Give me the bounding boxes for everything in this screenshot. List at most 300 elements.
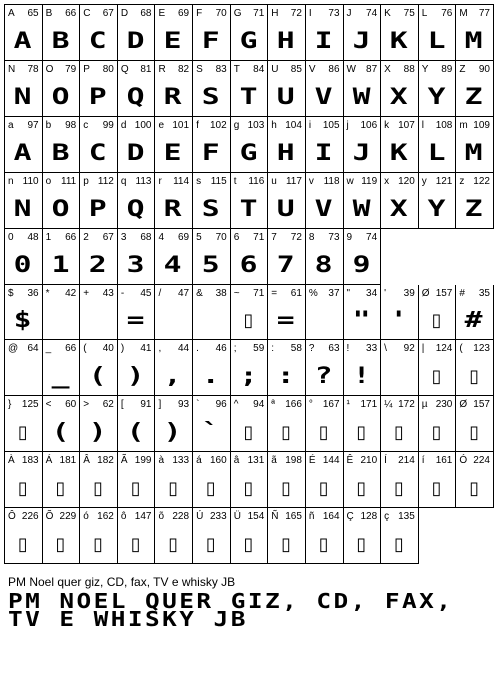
missing-glyph-box: ▯ xyxy=(431,366,443,388)
glyph-cell xyxy=(231,61,269,117)
char-label: x xyxy=(384,175,390,187)
char-label: É xyxy=(308,455,316,467)
char-code: 100 xyxy=(134,119,152,131)
glyph-sample: ; xyxy=(239,364,259,390)
glyph-cell xyxy=(344,396,382,452)
glyph-sample: Z xyxy=(465,84,485,110)
char-code: 74 xyxy=(366,231,378,243)
char-code: 133 xyxy=(172,455,190,467)
char-label: u xyxy=(271,175,277,187)
char-label: d xyxy=(120,119,127,131)
glyph-sample: 6 xyxy=(239,252,259,278)
char-code: 110 xyxy=(22,175,39,187)
char-label: q xyxy=(120,175,127,187)
char-code: 41 xyxy=(140,343,152,355)
char-code: 121 xyxy=(435,175,453,187)
glyph-cell xyxy=(118,229,156,285)
char-label: ¹ xyxy=(346,399,350,411)
char-label: @ xyxy=(8,343,19,355)
glyph-sample: F xyxy=(201,140,221,166)
char-code: 90 xyxy=(478,63,490,75)
glyph-sample: ? xyxy=(314,364,334,390)
glyph-cell xyxy=(5,61,43,117)
glyph-sample: Y xyxy=(427,84,447,110)
glyph-sample: ` xyxy=(201,420,221,446)
glyph-cell xyxy=(80,61,118,117)
char-code: 125 xyxy=(21,399,39,411)
glyph-cell xyxy=(231,452,269,508)
char-code: 96 xyxy=(215,399,227,411)
glyph-cell xyxy=(344,229,382,285)
glyph-sample: L xyxy=(427,140,447,166)
missing-glyph-box: ▯ xyxy=(243,478,255,500)
char-label: ° xyxy=(308,399,313,411)
missing-glyph-box: ▯ xyxy=(93,534,104,556)
glyph-sample: J xyxy=(352,28,372,54)
char-code: 93 xyxy=(177,399,190,411)
char-label: O xyxy=(45,63,54,75)
missing-glyph-box: ▯ xyxy=(17,422,29,444)
char-code: 112 xyxy=(97,175,114,187)
glyph-sample: ! xyxy=(352,364,372,390)
char-label: $ xyxy=(8,287,14,299)
char-label: Ç xyxy=(346,511,354,523)
char-code: 73 xyxy=(328,231,340,243)
char-code: 88 xyxy=(403,63,415,75)
character-map-grid xyxy=(4,4,494,564)
missing-glyph-box: ▯ xyxy=(318,534,330,556)
char-label: Y xyxy=(421,63,429,75)
char-code: 89 xyxy=(441,63,453,75)
char-code: 37 xyxy=(328,287,340,299)
glyph-sample: 0 xyxy=(13,252,33,278)
char-code: 71 xyxy=(253,8,265,19)
glyph-cell xyxy=(231,229,269,285)
char-code: 230 xyxy=(435,399,453,411)
char-code: 63 xyxy=(328,343,340,355)
char-label: S xyxy=(196,63,203,75)
glyph-cell xyxy=(306,117,344,173)
glyph-cell xyxy=(5,508,43,564)
glyph-sample: T xyxy=(239,84,259,110)
char-code: 183 xyxy=(21,455,39,467)
glyph-cell xyxy=(155,508,193,564)
empty-cell xyxy=(419,508,457,564)
glyph-cell xyxy=(80,117,118,173)
char-label: r xyxy=(158,175,162,187)
char-label: Í xyxy=(384,455,387,467)
char-label: 1 xyxy=(45,231,52,243)
char-label: F xyxy=(196,8,203,19)
glyph-sample: K xyxy=(389,140,410,166)
char-label: } xyxy=(8,399,12,411)
char-label: á xyxy=(196,455,202,467)
char-label: µ xyxy=(421,399,428,411)
char-code: 103 xyxy=(247,119,265,131)
glyph-cell xyxy=(155,5,193,61)
char-label: X xyxy=(384,63,391,75)
char-code: 66 xyxy=(65,8,77,19)
char-code: 72 xyxy=(290,8,302,19)
char-label: = xyxy=(271,287,278,299)
glyph-cell xyxy=(43,229,81,285)
glyph-sample: D xyxy=(126,28,146,54)
glyph-cell xyxy=(231,340,269,396)
missing-glyph-box: ▯ xyxy=(243,422,255,444)
sample-caption: PM Noel quer giz, CD, fax, TV e whisky JB xyxy=(8,575,236,589)
glyph-cell xyxy=(268,5,306,61)
char-label: ¼ xyxy=(384,399,393,411)
char-code: 87 xyxy=(366,63,378,75)
missing-glyph-box: ▯ xyxy=(431,478,443,500)
glyph-sample: ( xyxy=(88,364,109,390)
glyph-sample: F xyxy=(201,28,221,54)
glyph-cell xyxy=(231,173,269,229)
char-label: V xyxy=(308,63,316,75)
glyph-cell xyxy=(381,396,419,452)
char-label: Ó xyxy=(459,455,468,467)
char-label: ` xyxy=(196,399,200,411)
char-label: D xyxy=(120,8,129,19)
char-code: 157 xyxy=(435,287,453,299)
char-code: 210 xyxy=(360,455,378,467)
missing-glyph-box: ▯ xyxy=(130,534,142,556)
char-label: p xyxy=(83,175,89,187)
char-label: L xyxy=(421,8,428,19)
char-code: 198 xyxy=(285,455,302,467)
glyph-sample: Q xyxy=(126,196,146,222)
glyph-sample: L xyxy=(427,28,447,54)
glyph-cell xyxy=(193,340,231,396)
char-code: 61 xyxy=(290,287,302,299)
glyph-cell xyxy=(80,396,118,452)
char-code: 80 xyxy=(102,63,114,75)
glyph-cell xyxy=(381,5,419,61)
char-label: à xyxy=(158,455,165,467)
char-code: 86 xyxy=(328,63,340,75)
glyph-cell xyxy=(43,508,81,564)
glyph-cell xyxy=(381,61,419,117)
char-label: m xyxy=(459,119,468,131)
glyph-sample: 2 xyxy=(88,252,109,278)
glyph-cell xyxy=(193,396,231,452)
glyph-cell xyxy=(43,5,81,61)
missing-glyph-box: ▯ xyxy=(55,478,67,500)
glyph-cell xyxy=(231,508,269,564)
char-code: 68 xyxy=(140,8,152,19)
glyph-sample: ) xyxy=(126,364,146,390)
char-label: Ø xyxy=(421,287,430,299)
char-code: 33 xyxy=(366,343,378,355)
char-code: 101 xyxy=(172,119,190,131)
glyph-cell xyxy=(231,285,269,341)
glyph-cell xyxy=(306,5,344,61)
char-label: H xyxy=(271,8,279,19)
glyph-cell xyxy=(43,396,81,452)
char-code: 71 xyxy=(253,231,265,243)
glyph-cell xyxy=(344,340,382,396)
glyph-cell xyxy=(5,173,43,229)
char-label: J xyxy=(346,8,352,19)
glyph-sample: Q xyxy=(126,84,146,110)
glyph-sample xyxy=(381,362,419,391)
char-label: ç xyxy=(384,511,390,523)
char-label: s xyxy=(196,175,202,187)
missing-glyph-box: ▯ xyxy=(356,478,368,500)
char-code: 123 xyxy=(473,343,490,355)
char-code: 81 xyxy=(140,63,152,75)
glyph-cell xyxy=(193,285,231,341)
char-code: 58 xyxy=(290,343,302,355)
glyph-sample xyxy=(80,307,118,336)
glyph-cell xyxy=(268,173,306,229)
glyph-sample: C xyxy=(88,28,109,54)
glyph-cell xyxy=(155,340,193,396)
glyph-sample: N xyxy=(13,196,33,222)
missing-glyph-box: ▯ xyxy=(431,310,443,332)
glyph-cell xyxy=(5,117,43,173)
char-code: 77 xyxy=(478,8,490,19)
missing-glyph-box: ▯ xyxy=(469,478,481,500)
glyph-cell xyxy=(193,508,231,564)
glyph-cell xyxy=(268,340,306,396)
char-code: 115 xyxy=(210,175,227,187)
char-label: I xyxy=(308,8,312,19)
char-label: C xyxy=(83,8,91,19)
glyph-sample: G xyxy=(239,140,259,166)
glyph-cell xyxy=(80,508,118,564)
missing-glyph-box: ▯ xyxy=(318,478,330,500)
char-code: 167 xyxy=(322,399,340,411)
missing-glyph-box: ▯ xyxy=(243,534,255,556)
glyph-sample: = xyxy=(126,308,146,334)
char-code: 40 xyxy=(102,343,114,355)
char-code: 69 xyxy=(177,231,190,243)
missing-glyph-box: ▯ xyxy=(394,534,405,556)
glyph-sample: B xyxy=(51,28,71,54)
glyph-cell xyxy=(43,340,81,396)
missing-glyph-box: ▯ xyxy=(205,478,217,500)
glyph-cell xyxy=(80,452,118,508)
char-label: \ xyxy=(384,343,387,355)
glyph-cell xyxy=(419,173,457,229)
empty-cell xyxy=(456,508,494,564)
missing-glyph-box: ▯ xyxy=(93,478,104,500)
char-label: | xyxy=(421,343,425,355)
glyph-sample: V xyxy=(314,84,334,110)
glyph-cell xyxy=(306,508,344,564)
glyph-cell xyxy=(5,285,43,341)
glyph-sample: ) xyxy=(88,420,109,446)
char-label: > xyxy=(83,399,90,411)
char-label: Ñ xyxy=(271,511,279,523)
char-label: í xyxy=(421,455,425,467)
glyph-sample: 3 xyxy=(126,252,146,278)
empty-cell xyxy=(419,229,457,285)
char-label: t xyxy=(233,175,237,187)
glyph-cell xyxy=(231,396,269,452)
char-code: 104 xyxy=(285,119,302,131)
missing-glyph-box: ▯ xyxy=(168,478,180,500)
char-label: # xyxy=(459,287,465,299)
char-code: 224 xyxy=(473,455,490,467)
glyph-cell xyxy=(231,117,269,173)
glyph-sample: U xyxy=(276,196,297,222)
char-code: 70 xyxy=(215,8,227,19)
char-label: ) xyxy=(120,343,125,355)
char-code: 157 xyxy=(473,399,490,411)
char-code: 43 xyxy=(102,287,114,299)
glyph-cell xyxy=(5,452,43,508)
char-label: ª xyxy=(271,399,275,411)
char-label: A xyxy=(8,8,15,19)
glyph-cell xyxy=(306,340,344,396)
glyph-sample: I xyxy=(314,140,334,166)
char-label: T xyxy=(233,63,240,75)
char-code: 154 xyxy=(247,511,265,523)
missing-glyph-box: ▯ xyxy=(205,534,217,556)
char-code: 98 xyxy=(65,119,77,131)
char-code: 233 xyxy=(210,511,227,523)
glyph-cell xyxy=(344,61,382,117)
char-label: ñ xyxy=(308,511,315,523)
char-label: ó xyxy=(83,511,89,523)
char-label: ? xyxy=(308,343,315,355)
glyph-cell xyxy=(5,340,43,396)
char-label: ! xyxy=(346,343,350,355)
glyph-cell xyxy=(193,173,231,229)
missing-glyph-box: ▯ xyxy=(281,534,293,556)
char-code: 73 xyxy=(328,8,340,19)
glyph-cell xyxy=(268,61,306,117)
char-label: ã xyxy=(271,455,277,467)
char-label: & xyxy=(196,287,203,299)
char-code: 74 xyxy=(366,8,378,19)
char-label: g xyxy=(233,119,240,131)
glyph-cell xyxy=(419,117,457,173)
char-label: v xyxy=(308,175,314,187)
glyph-cell xyxy=(193,452,231,508)
char-code: 181 xyxy=(59,455,77,467)
empty-cell xyxy=(381,229,419,285)
char-code: 91 xyxy=(140,399,152,411)
char-label: 7 xyxy=(271,231,277,243)
char-label: P xyxy=(83,63,90,75)
char-label: Ô xyxy=(8,511,16,523)
char-label: [ xyxy=(120,399,124,411)
char-label: U xyxy=(271,63,279,75)
char-code: 78 xyxy=(27,63,39,75)
empty-cell xyxy=(456,229,494,285)
char-code: 164 xyxy=(322,511,340,523)
missing-glyph-box: ▯ xyxy=(318,422,330,444)
char-label: _ xyxy=(45,343,52,355)
char-label: N xyxy=(8,63,16,75)
missing-glyph-box: ▯ xyxy=(431,422,443,444)
missing-glyph-box: ▯ xyxy=(243,310,255,332)
glyph-sample: 7 xyxy=(276,252,297,278)
glyph-cell xyxy=(381,452,419,508)
glyph-sample: J xyxy=(352,140,372,166)
char-label: + xyxy=(83,287,90,299)
glyph-cell xyxy=(155,117,193,173)
glyph-cell xyxy=(306,285,344,341)
char-label: E xyxy=(158,8,166,19)
char-label: - xyxy=(120,287,125,299)
glyph-cell xyxy=(80,229,118,285)
char-code: 36 xyxy=(27,287,39,299)
char-code: 47 xyxy=(177,287,190,299)
glyph-sample xyxy=(155,307,193,336)
glyph-cell xyxy=(118,61,156,117)
glyph-cell xyxy=(344,117,382,173)
glyph-cell xyxy=(5,396,43,452)
char-label: Ú xyxy=(196,511,204,523)
glyph-cell xyxy=(344,452,382,508)
glyph-cell xyxy=(344,5,382,61)
glyph-sample: M xyxy=(465,28,485,54)
glyph-cell xyxy=(80,285,118,341)
char-code: 69 xyxy=(177,8,190,19)
char-code: 38 xyxy=(215,287,227,299)
char-label: ; xyxy=(233,343,237,355)
char-code: 199 xyxy=(134,455,152,467)
glyph-cell xyxy=(43,61,81,117)
glyph-sample: # xyxy=(465,308,485,334)
glyph-cell xyxy=(43,173,81,229)
char-label: * xyxy=(45,287,50,299)
glyph-sample: P xyxy=(88,196,109,222)
missing-glyph-box: ▯ xyxy=(17,478,29,500)
glyph-cell xyxy=(155,452,193,508)
char-code: 122 xyxy=(473,175,490,187)
char-label: ô xyxy=(120,511,127,523)
char-code: 144 xyxy=(322,455,340,467)
glyph-cell xyxy=(155,61,193,117)
char-code: 116 xyxy=(248,175,265,187)
char-code: 119 xyxy=(361,175,378,187)
glyph-cell xyxy=(268,452,306,508)
char-label: ^ xyxy=(233,399,239,411)
glyph-cell xyxy=(268,117,306,173)
char-code: 84 xyxy=(253,63,265,75)
char-code: 124 xyxy=(435,343,453,355)
glyph-sample: ( xyxy=(51,420,71,446)
char-code: 42 xyxy=(65,287,77,299)
glyph-cell xyxy=(306,396,344,452)
char-label: M xyxy=(459,8,468,19)
glyph-cell xyxy=(155,229,193,285)
glyph-sample: G xyxy=(239,28,259,54)
glyph-sample: : xyxy=(276,364,297,390)
glyph-sample xyxy=(193,307,231,336)
glyph-sample xyxy=(43,307,81,336)
char-code: 59 xyxy=(253,343,265,355)
glyph-cell xyxy=(118,173,156,229)
char-code: 60 xyxy=(65,399,77,411)
glyph-sample: S xyxy=(201,84,221,110)
char-label: a xyxy=(8,119,14,131)
glyph-cell xyxy=(268,229,306,285)
char-label: z xyxy=(459,175,465,187)
glyph-cell xyxy=(306,173,344,229)
char-label: " xyxy=(346,287,351,299)
glyph-sample: O xyxy=(51,196,71,222)
char-code: 228 xyxy=(172,511,190,523)
char-code: 161 xyxy=(435,455,453,467)
char-label: < xyxy=(45,399,52,411)
char-label: Ü xyxy=(233,511,241,523)
